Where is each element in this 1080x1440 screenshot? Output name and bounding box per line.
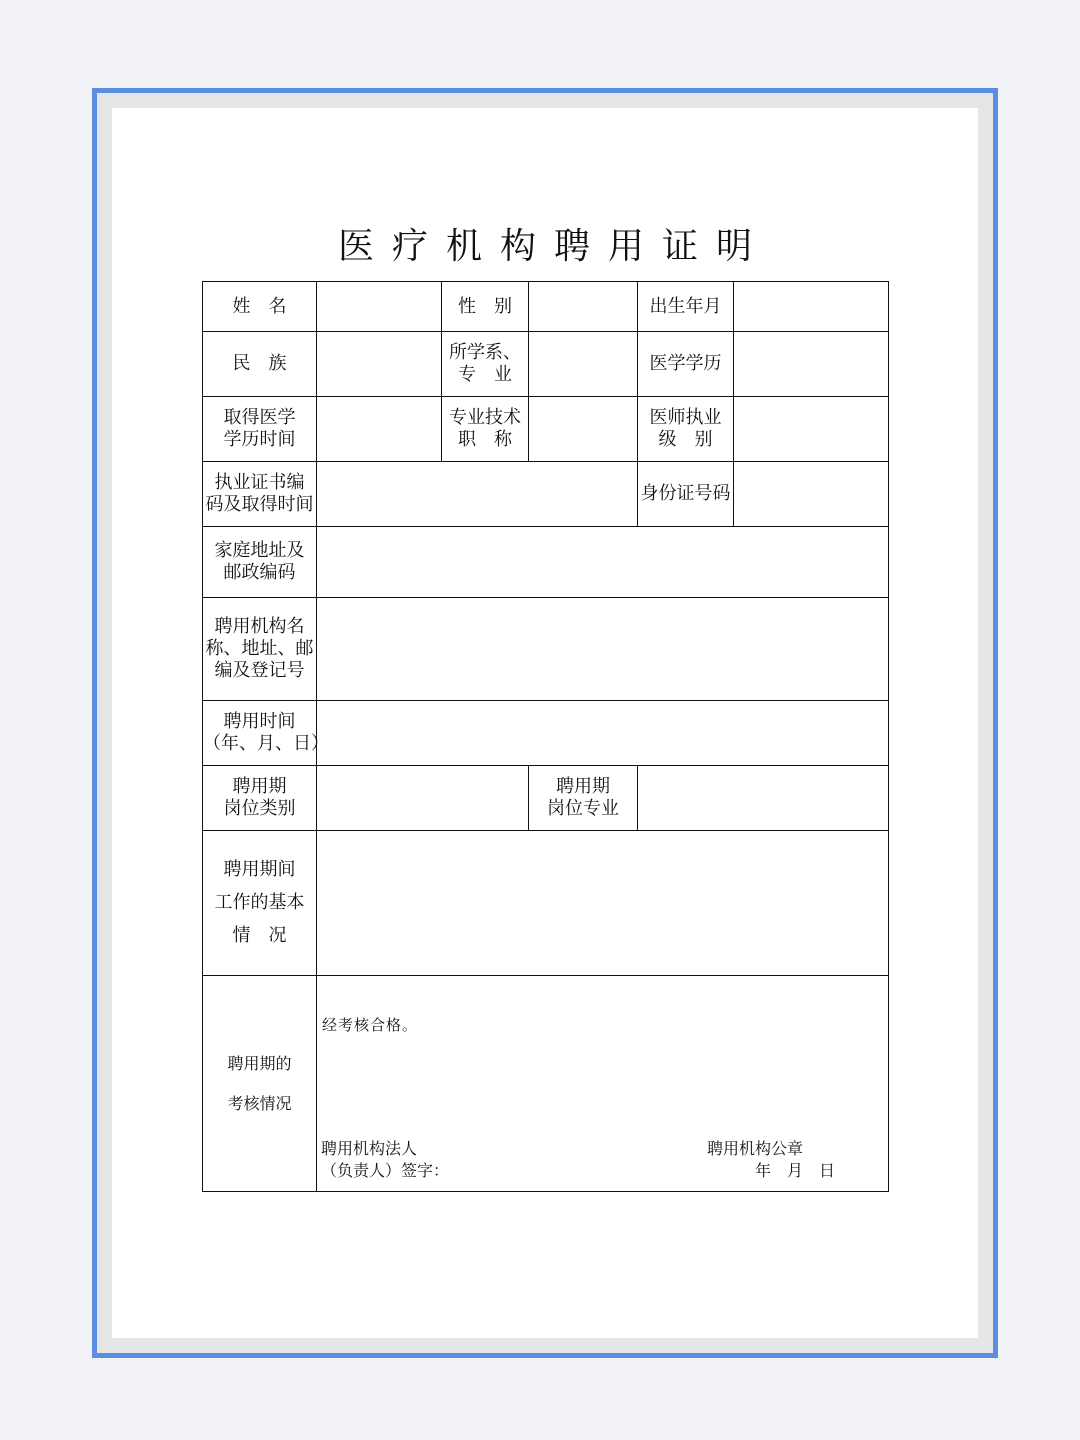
label-post-major-line1: 聘用期 [556,776,610,797]
legal-rep-signature [321,1138,449,1182]
label-employ-time-line1: 聘用时间 [223,711,296,732]
field-school-major[interactable] [529,332,638,397]
row-license [203,462,889,527]
field-post-major[interactable] [638,766,889,831]
label-birth: 出生年月 [638,282,734,332]
row-employer [203,598,889,701]
label-assessment-line2: 考核情况 [227,1093,292,1113]
legal-rep-line2: （负责人）签字： [321,1161,450,1180]
label-tech-title-line2: 职 称 [458,429,512,450]
field-edu-time[interactable] [317,397,442,462]
label-employer-line3: 编及登记号 [214,660,305,681]
document-title: 医疗机构聘用证明 [337,226,770,267]
label-work-line2: 工作的基本 [214,892,305,913]
label-name: 姓 名 [203,282,317,332]
field-tech-title[interactable] [529,397,638,462]
row-address [203,527,889,598]
label-tech-title-line1: 专业技术 [449,407,521,428]
label-employer [203,598,317,701]
label-gender: 性 别 [442,282,529,332]
field-gender[interactable] [529,282,638,332]
field-work[interactable] [317,831,889,976]
label-tech-title [442,397,529,462]
label-edu-time-line1: 取得医学 [223,407,296,428]
label-edu-time-line2: 学历时间 [223,429,296,450]
label-id-number: 身份证号码 [638,462,734,527]
field-birth[interactable] [734,282,889,332]
label-assessment-line1: 聘用期的 [227,1053,292,1073]
employer-seal [707,1138,835,1182]
label-employer-line1: 聘用机构名 [214,616,305,637]
assessment-result: 经考核合格。 [322,1016,419,1034]
label-license-line1: 执业证书编 [214,472,305,493]
label-address-line1: 家庭地址及 [214,540,305,561]
field-employer[interactable] [317,598,889,701]
label-assessment [203,976,317,1192]
label-employ-time [203,701,329,766]
label-school-major-line2: 专 业 [458,364,512,385]
label-post-type [203,766,317,831]
legal-rep-line1: 聘用机构法人 [321,1139,418,1158]
label-license-line2: 码及取得时间 [205,494,314,515]
field-license[interactable] [317,462,638,527]
label-work [203,831,317,976]
row-post [203,766,889,831]
label-post-type-line1: 聘用期 [232,776,287,797]
label-practice-level-line1: 医师执业 [649,407,722,428]
label-practice-level [638,397,734,462]
field-id-number[interactable] [734,462,889,527]
label-address [203,527,317,598]
label-ethnicity: 民 族 [203,332,317,397]
field-address[interactable] [317,527,889,598]
label-work-line1: 聘用期间 [223,859,296,880]
employment-form-table [202,281,889,1192]
field-employ-time[interactable] [317,701,889,766]
row-work [203,831,889,976]
field-name[interactable] [317,282,442,332]
field-post-type[interactable] [317,766,529,831]
row-basic-3 [203,397,889,462]
label-employer-line2: 称、地址、邮 [205,638,314,659]
label-post-major [529,766,638,831]
page-frame [92,88,998,1358]
label-school-major-line1: 所学系、 [449,342,521,363]
label-practice-level-line2: 级 别 [658,429,713,450]
label-education: 医学学历 [638,332,734,397]
label-edu-time [203,397,317,462]
seal-date: 年 月 日 [755,1161,836,1180]
seal-label: 聘用机构公章 [707,1139,804,1158]
label-post-type-line2: 岗位类别 [223,798,296,819]
row-basic-1 [203,282,889,332]
field-practice-level[interactable] [734,397,889,462]
label-work-line3: 情 况 [232,925,287,946]
row-assessment [203,976,889,1192]
field-assessment[interactable] [317,976,889,1192]
row-employ-time [203,701,889,766]
label-address-line2: 邮政编码 [223,562,296,583]
document-paper [112,108,978,1338]
label-employ-time-line2: （年、月、日） [203,733,329,754]
label-school-major [442,332,529,397]
field-education[interactable] [734,332,889,397]
label-post-major-line2: 岗位专业 [547,798,619,819]
label-license [203,462,317,527]
row-basic-2 [203,332,889,397]
field-ethnicity[interactable] [317,332,442,397]
